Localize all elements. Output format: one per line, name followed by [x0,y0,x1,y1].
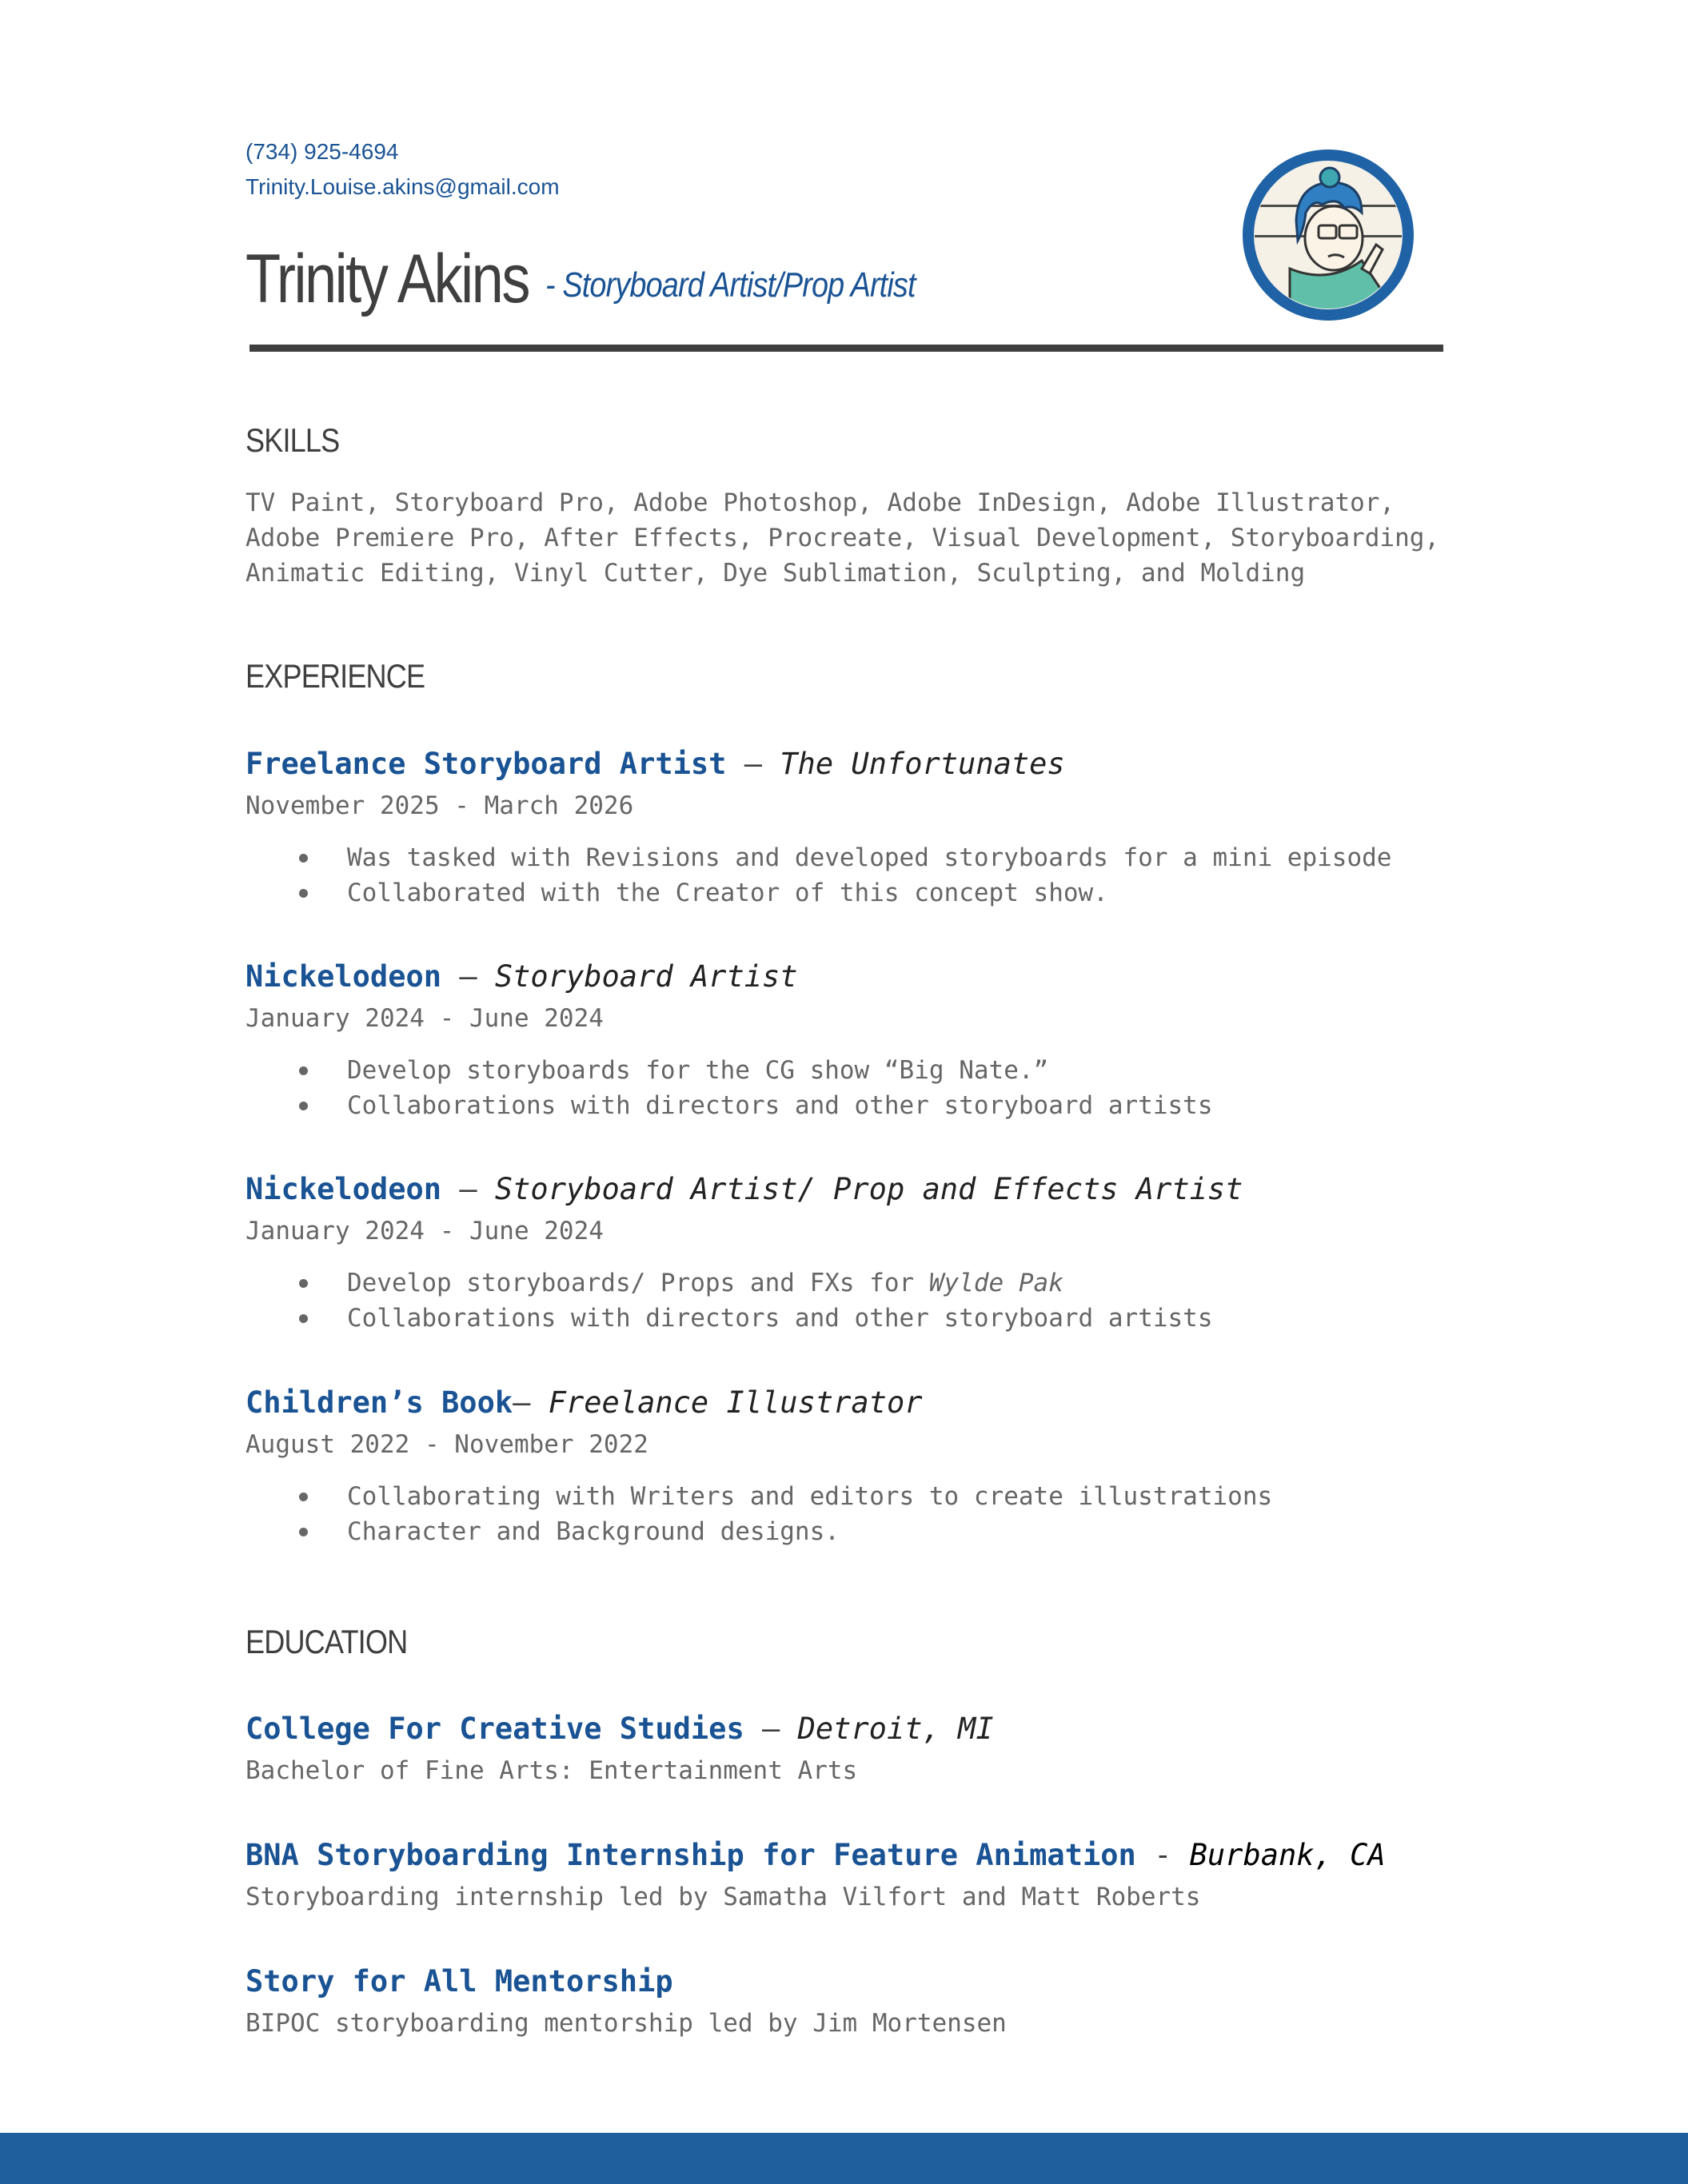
bullet-item: Develop storyboards for the CG show “Big Nate.” [245,1053,1213,1088]
skills-line: Adobe Premiere Pro, After Effects, Procreate, Visual Development, Storyboarding, [245,524,1440,552]
job-subtitle: - Storyboard Artist/Prop Artist [545,265,916,305]
experience-entry [245,740,1391,911]
bullet-item: Collaborating with Writers and editors to create illustrations [245,1479,1272,1514]
date-range: August 2022 - November 2022 [245,1430,648,1459]
employer: Nickelodeon [245,1172,442,1206]
location: Burbank, CA [1189,1838,1386,1872]
bullet-item: Collaborations with directors and other storyboard artists [245,1088,1213,1123]
skills-list [245,485,1439,591]
bullet-item: Develop storyboards/ Props and FXs for Wylde Pak [245,1265,1243,1301]
bullet-list [245,1479,1272,1549]
education-detail: BIPOC storyboarding mentorship led by Jim Mortensen [245,2009,1007,2038]
experience-entry [245,1166,1243,1336]
bullet-dot-icon [299,1528,308,1536]
header-divider [249,345,1443,352]
separator: — [744,1712,798,1746]
full-name: Trinity Akins [245,241,529,317]
separator: — [726,747,780,781]
bullet-item: Collaborated with the Creator of this concept show. [245,875,1391,911]
bullet-item: Was tasked with Revisions and developed storyboards for a mini episode [245,840,1391,875]
employer: Nickelodeon [245,959,442,994]
bullet-dot-icon [299,1102,308,1110]
experience-entry [245,953,1213,1123]
school: Story for All Mentorship [245,1964,673,1999]
education-entry [245,1958,1007,2041]
bullet-list [245,840,1391,911]
education-entry [245,1831,1386,1915]
skills-heading: SKILLS [245,421,340,459]
separator: — [441,1172,495,1206]
separator: — [441,959,495,994]
bullet-dot-icon [299,889,308,898]
education-entry [245,1705,994,1788]
bullet-dot-icon [299,1493,308,1501]
skills-line: Animatic Editing, Vinyl Cutter, Dye Sublimation, Sculpting, and Molding [245,559,1306,588]
experience-heading: EXPERIENCE [245,657,425,695]
date-range: November 2025 - March 2026 [245,791,634,820]
employer: Children’s Book [245,1385,513,1420]
school: College For Creative Studies [245,1712,744,1746]
date-range: January 2024 - June 2024 [245,1004,604,1033]
bullet-item: Collaborations with directors and other storyboard artists [245,1301,1243,1336]
email-address: Trinity.Louise.akins@gmail.com [245,174,560,199]
location: Detroit, MI [797,1712,994,1746]
school: BNA Storyboarding Internship for Feature Animation [245,1838,1136,1872]
bullet-list [245,1265,1243,1336]
experience-entry [245,1379,1272,1549]
role: Storyboard Artist [494,959,798,994]
bullet-item: Character and Background designs. [245,1514,1272,1549]
avatar-portrait [1242,149,1415,321]
bullet-dot-icon [299,1314,308,1323]
separator: — [513,1385,549,1420]
footer-bar [0,2133,1688,2184]
employer: Freelance Storyboard Artist [245,747,727,781]
separator: - [1135,1838,1190,1872]
bullet-dot-icon [299,1279,308,1288]
date-range: January 2024 - June 2024 [245,1217,604,1245]
education-heading: EDUCATION [245,1623,408,1660]
skills-line: TV Paint, Storyboard Pro, Adobe Photoshop, Adobe InDesign, Adobe Illustrator, [245,488,1395,517]
role: The Unfortunates [780,747,1065,781]
role: Freelance Illustrator [548,1385,923,1420]
education-detail: Storyboarding internship led by Samatha Vilfort and Matt Roberts [245,1883,1201,1911]
bullet-dot-icon [299,854,308,863]
education-detail: Bachelor of Fine Arts: Entertainment Arts [245,1756,858,1785]
bullet-list [245,1053,1213,1123]
role: Storyboard Artist/ Prop and Effects Artist [494,1172,1243,1206]
phone-number: (734) 925-4694 [245,139,399,164]
name-heading [245,240,582,319]
bullet-dot-icon [299,1066,308,1075]
